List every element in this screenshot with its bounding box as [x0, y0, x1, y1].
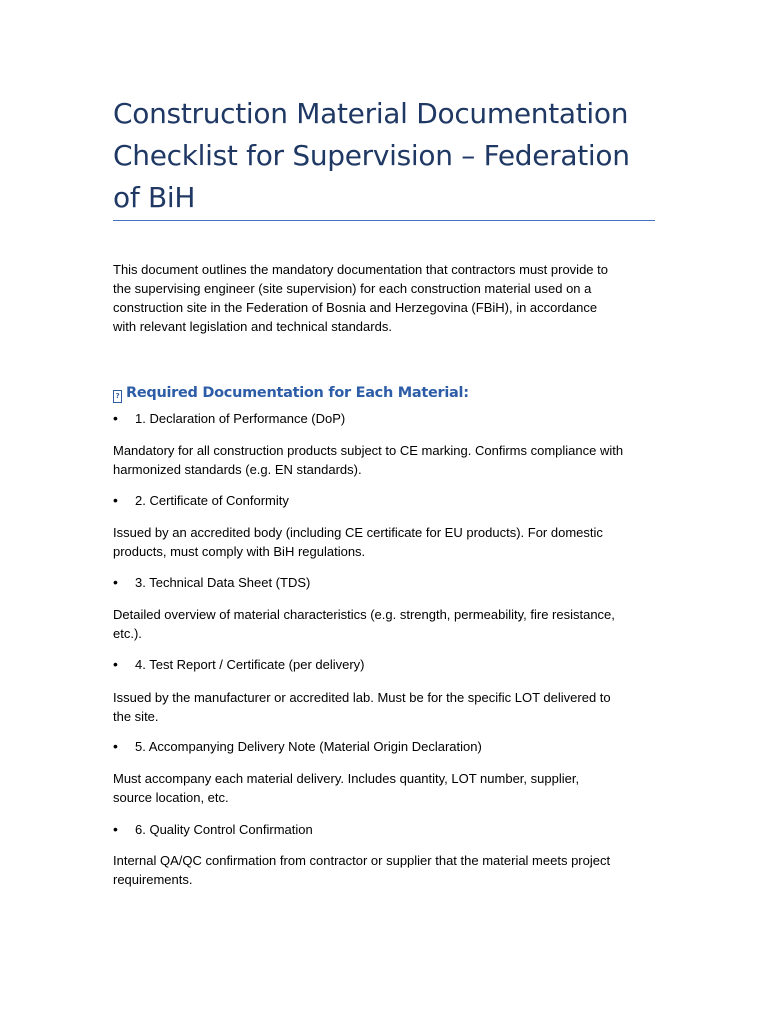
section-heading: [113, 385, 655, 403]
list-item-description: [113, 688, 655, 726]
description-line: requirements.: [113, 872, 193, 887]
list-item-label: 5. Accompanying Delivery Note (Material Origin Declaration): [135, 739, 482, 754]
description-line: Mandatory for all construction products subject to CE marking. Confirms compliance with: [113, 443, 624, 458]
intro-line: construction site in the Federation of Bosnia and Herzegovina (FBiH), in accordance: [113, 300, 598, 315]
list-item-label: 2. Certificate of Conformity: [135, 493, 289, 508]
bullet-icon: •: [113, 738, 118, 754]
list-item-description: [113, 769, 655, 807]
list-item-label: 4. Test Report / Certificate (per delivery): [135, 657, 365, 672]
bullet-icon: •: [113, 492, 118, 508]
document-title: [113, 93, 655, 219]
missing-glyph-icon: ?: [113, 390, 122, 403]
bullet-icon: •: [113, 821, 118, 837]
list-item-label: 6. Quality Control Confirmation: [135, 822, 313, 837]
list-item-label: 1. Declaration of Performance (DoP): [135, 411, 346, 426]
description-line: Detailed overview of material characteristics (e.g. strength, permeability, fire resistance,: [113, 607, 615, 622]
list-item-description: [113, 851, 655, 889]
bullet-icon: •: [113, 656, 118, 672]
description-line: Must accompany each material delivery. Includes quantity, LOT number, supplier,: [113, 771, 580, 786]
intro-line: the supervising engineer (site supervision) for each construction material used on a: [113, 281, 592, 296]
title-line-1: Construction Material Documentation: [113, 97, 629, 130]
description-line: Internal QA/QC confirmation from contractor or supplier that the material meets project: [113, 853, 611, 868]
list-item-label: 3. Technical Data Sheet (TDS): [135, 575, 311, 590]
description-line: harmonized standards (e.g. EN standards).: [113, 462, 362, 477]
description-line: etc.).: [113, 626, 142, 641]
list-item-description: [113, 605, 655, 643]
description-line: Issued by an accredited body (including CE certificate for EU products). For domestic: [113, 525, 603, 540]
list-item-description: [113, 441, 655, 479]
bullet-icon: •: [113, 574, 118, 590]
description-line: source location, etc.: [113, 790, 229, 805]
intro-line: with relevant legislation and technical standards.: [113, 319, 392, 334]
description-line: products, must comply with BiH regulations.: [113, 544, 366, 559]
section-heading-text: Required Documentation for Each Material:: [126, 385, 469, 401]
intro-line: This document outlines the mandatory documentation that contractors must provide to: [113, 262, 608, 277]
intro-paragraph: [113, 260, 655, 336]
bullet-icon: •: [113, 410, 118, 426]
title-line-2: Checklist for Supervision – Federation: [113, 139, 630, 172]
description-line: the site.: [113, 709, 159, 724]
description-line: Issued by the manufacturer or accredited lab. Must be for the specific LOT delivered to: [113, 690, 611, 705]
list-item-description: [113, 523, 655, 561]
title-divider: [113, 220, 655, 221]
title-line-3: of BiH: [113, 181, 196, 214]
